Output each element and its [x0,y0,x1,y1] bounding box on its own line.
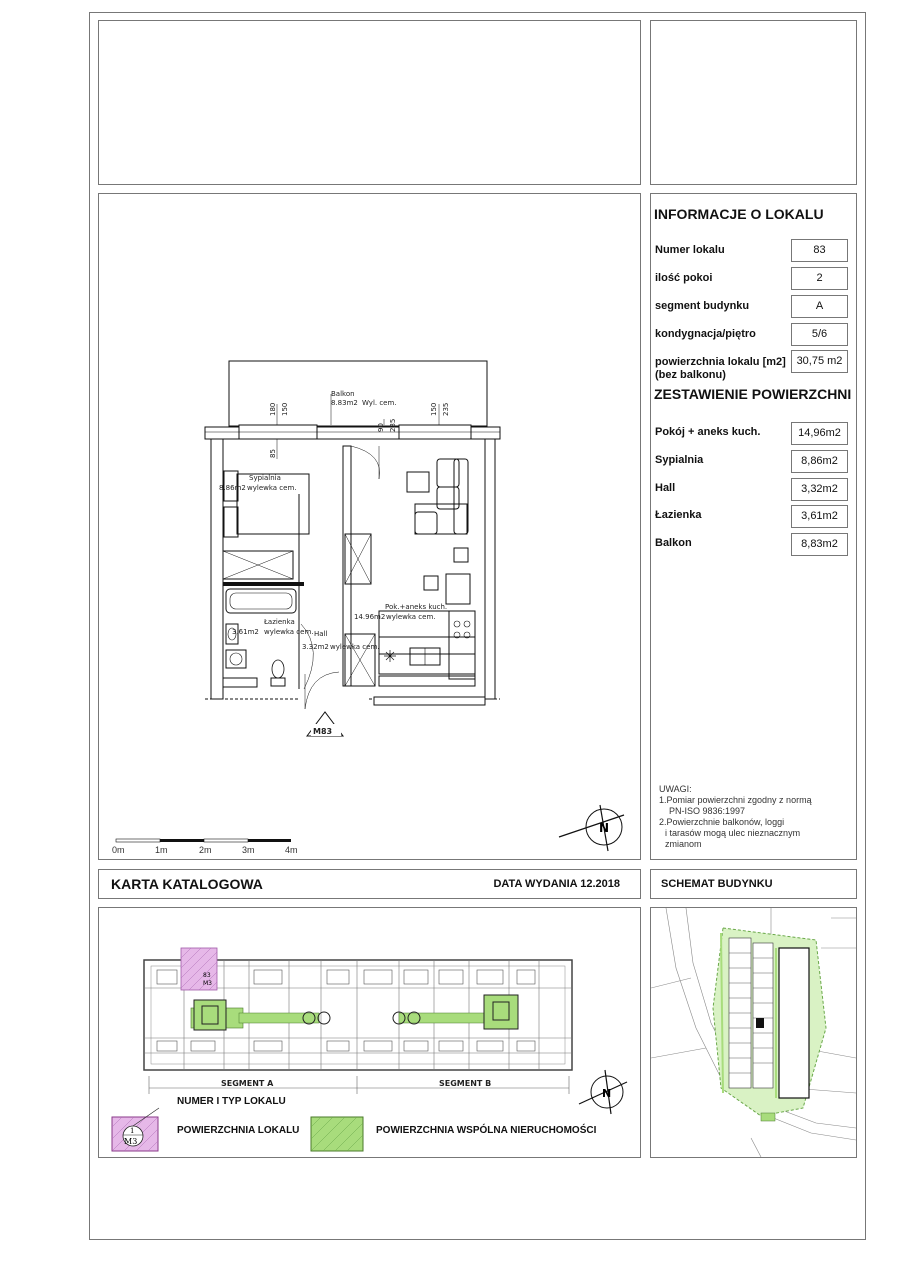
compass-icon [579,1070,627,1114]
legend-common-area: POWIERZCHNIA WSPÓLNA NIERUCHOMOŚCI [376,1125,597,1136]
dining-table [446,574,470,604]
floor-plan-drawing [99,194,640,859]
value-powierzchnia: 30,75 m2 [791,350,848,373]
dim-235a: 235 [389,418,397,432]
legend-icon-number: 1 [130,1127,135,1135]
schema-title: SCHEMAT BUDYNKU [661,878,773,890]
label-balkon: Balkon [655,537,692,549]
label-lazienka: Łazienka [655,509,702,521]
scale-4: 4m [285,845,298,855]
label-hall: Hall [655,482,676,494]
pokoj-name: Pok.+aneks kuch. [385,603,448,611]
notes-heading: UWAGI: [659,784,692,794]
label-kondygnacja: kondygnacja/piętro [655,328,756,340]
sypialnia-area: 8.86m2 [219,484,246,492]
dim-180: 180 [269,402,277,416]
notes-line3: 2.Powierzchnie balkonów, loggi [659,817,785,827]
bed [237,474,309,534]
mini-type: M3 [203,980,212,987]
svg-text:M83: M83 [313,727,333,736]
label-segment: segment budynku [655,300,750,312]
dim-150: 150 [281,402,289,416]
scale-3: 3m [242,845,255,855]
mini-number: 83 [203,972,211,979]
label-powierzchnia-sub: (bez balkonu) [655,369,726,381]
header-left-box [98,20,641,185]
segment-a-label: SEGMENT A [221,1079,274,1088]
balkon-finish: Wyl. cem. [362,399,397,407]
label-sypialnia: Sypialnia [655,454,704,466]
issue-date: DATA WYDANIA 12.2018 [493,878,620,890]
value-balkon: 8,83m2 [791,533,848,556]
legend-common-swatch [311,1117,363,1151]
value-sypialnia: 8,86m2 [791,450,848,473]
dim-90: 90 [377,423,385,432]
svg-text:N: N [599,821,610,835]
info-panel [650,193,857,860]
value-lazienka: 3,61m2 [791,505,848,528]
notes-line5: zmianom [665,839,702,849]
floor-plan-panel [98,193,641,860]
pokoj-finish: wylewka cem. [386,613,436,621]
lazienka-area: 3.61m2 [232,628,259,636]
balkon-name: Balkon [331,390,355,398]
sypialnia-finish: wylewka cem. [247,484,297,492]
notes [659,784,854,850]
building-plan-panel [98,907,641,1158]
label-pokoi: ilość pokoi [655,272,713,284]
scale-2: 2m [199,845,212,855]
site-plan-panel [650,907,857,1158]
label-pokoj: Pokój + aneks kuch. [655,426,761,438]
hall-name: Hall [314,630,328,638]
hall-finish: wylewka cem. [330,643,380,651]
scale-bar [116,839,291,842]
value-pokoi: 2 [791,267,848,290]
label-numer: Numer lokalu [655,244,725,256]
unit-tag [307,712,343,736]
site-plan-drawing [651,908,856,1157]
site-building [779,948,809,1098]
pokoj-area: 14.96m2 [354,613,386,621]
notes-line1: 1.Pomiar powierzchni zgodny z normą [659,795,812,805]
notes-line2: PN-ISO 9836:1997 [669,806,746,816]
header-right-box [650,20,857,185]
north-arrow-icon [559,805,624,851]
value-numer: 83 [791,239,848,262]
schema-title-bar [650,869,857,899]
label-powierzchnia: powierzchnia lokalu [m2] [655,356,786,368]
lazienka-name: Łazienka [264,618,295,626]
value-kondygnacja: 5/6 [791,323,848,346]
dim-235b: 235 [442,402,450,416]
value-hall: 3,32m2 [791,478,848,501]
sypialnia-name: Sypialnia [249,474,281,482]
legend-unit-icon [112,1108,159,1151]
segment-b-label: SEGMENT B [439,1079,492,1088]
building-plan-drawing [99,908,640,1157]
lazienka-finish: wylewka cem. [264,628,314,636]
bathtub [226,589,296,613]
value-segment: A [791,295,848,318]
value-pokoj: 14,96m2 [791,422,848,445]
dim-85: 85 [269,449,277,458]
areas-title: ZESTAWIENIE POWIERZCHNI [654,386,852,402]
notes-line4: i tarasów mogą ulec nieznacznym [665,828,801,838]
catalog-title-bar [98,869,641,899]
legend-unit-type: NUMER I TYP LOKALU [177,1096,286,1107]
catalog-title: KARTA KATALOGOWA [111,876,263,892]
info-title: INFORMACJE O LOKALU [654,206,824,222]
balkon-area: 8.83m2 [331,399,358,407]
legend-unit-area: POWIERZCHNIA LOKALU [177,1125,300,1136]
svg-text:N: N [602,1087,612,1100]
hall-area: 3.32m2 [302,643,329,651]
dim-150b: 150 [430,402,438,416]
unit-83-highlight [181,948,217,990]
scale-0: 0m [112,845,125,855]
legend-icon-type: M3 [124,1137,138,1146]
scale-1: 1m [155,845,168,855]
